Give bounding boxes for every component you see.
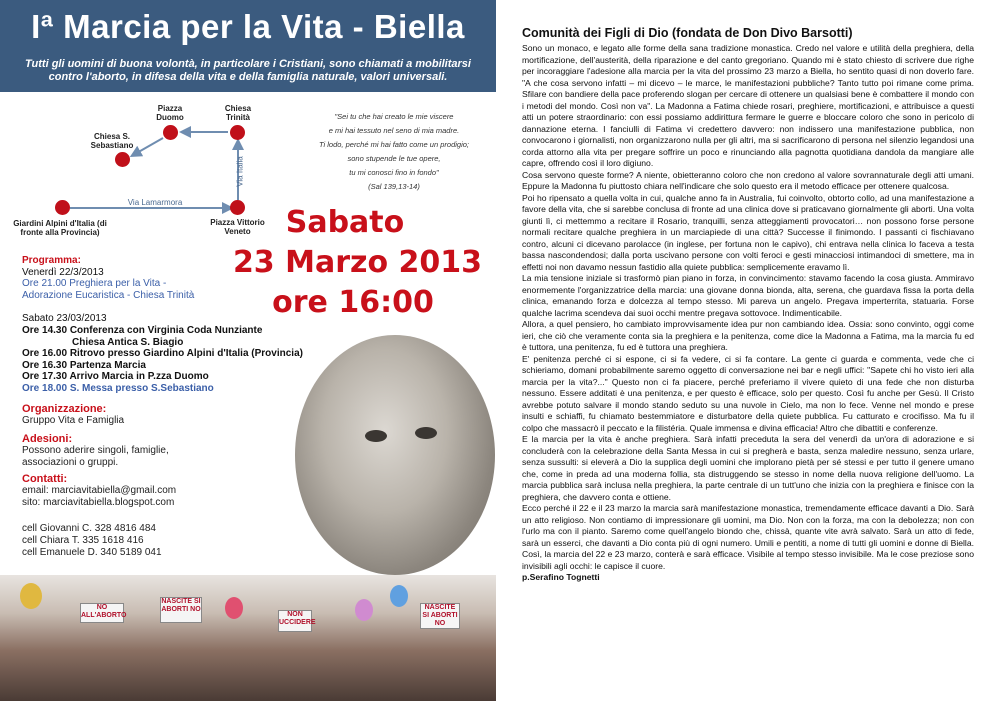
adesioni-text: Possono aderire singoli, famiglie, associazioni o gruppi. <box>22 445 169 468</box>
contatti-tel: cell Emanuele D. 340 5189 041 <box>22 547 162 558</box>
label-piazza-duomo: Piazza Duomo <box>156 104 184 122</box>
label-chiesa-sebastiano: Chiesa S. Sebastiano <box>90 132 134 150</box>
contatti-tel: cell Chiara T. 335 1618 416 <box>22 535 144 546</box>
event-day: Sabato <box>285 205 405 240</box>
protest-sign: NASCITE SI ABORTI NO <box>160 597 202 623</box>
header-banner <box>0 0 496 92</box>
programma-section <box>22 255 322 395</box>
stop-piazza-vittorio <box>230 200 245 215</box>
adesioni-section <box>22 433 222 469</box>
article-paragraph: Ecco perché il 22 e il 23 marzo la marcia sarà manifestazione monastica, tremendamente efficace davanti a Dio. Sarà un atto religioso. Non contiamo di impressionare gli uomini, ma Dio. Non con la forza, ma con la debolezza; non con l'urlo ma con il pianto. Saremo come quell'angelo biondo che, chissà, quante vite avrà salvato. Sarà un atto di fede, sarà un esserci, che davanti a Dio conta più di ogni numero. Umili e pentiti, a nome di tutti gli uomini e donne di Biella. Così, la marcia del 22 e 23 marzo, conterà e sarà efficace. Visibile al tempo stesso invisibile. Ma le cose preziose sono invisibili agli occhi: le capisce il cuore. <box>522 503 974 571</box>
adesioni-heading: Adesioni: <box>22 433 73 445</box>
protest-sign: NON UCCIDERE <box>278 610 312 632</box>
label-via-italia: Via Italia <box>235 156 245 187</box>
quote-line: tu mi conosci fino in fondo" <box>349 168 439 177</box>
programma-sat-5: Ore 18.00 S. Messa presso S.Sebastiano <box>22 382 214 394</box>
article-paragraph: E la marcia per la vita è anche preghiera. Sarà infatti preceduta la sera del venerdì da un'ora di adorazione e si concluderà con la celebrazione della Santa Messa in cui si pregherà e basta, senza maledire nessuno, senza urlare, senza sussulti: si eleverà a Dio la supplica degli uomini che implorano pietà per sé stessi e per tutto il genere umano che, come in preda ad una moderna follia, sta distruggendo se stesso in nome della nuova religione dell'uomo. La marcia pubblica sarà inclusa nella preghiera, la parte centrale di un tutt'uno che inizia con la preghiera e finisce con la preghiera, che davvero conta e ottiene. <box>522 434 974 502</box>
article-paragraph: Allora, a quel pensiero, ho cambiato improvvisamente idea pur non cambiando idea. Ossia: sono convinto, oggi come ieri, che ciò che veramente conta sia la preghiera e la penitenza, come dice la Madonna a Fatima, ma la marcia fu ed è tuttora, una penitenza, fu ed è tuttora una preghiera. <box>522 319 974 352</box>
label-giardini: Giardini Alpini d'Italia (di fronte alla Provincia) <box>13 219 107 237</box>
balloon <box>390 585 408 607</box>
quote-line: e mi hai tessuto nel seno di mia madre. <box>328 126 460 135</box>
organizzazione-section <box>22 403 242 427</box>
programma-sat-1b: Chiesa Antica S. Biagio <box>72 336 184 348</box>
stop-piazza-duomo <box>163 125 178 140</box>
article-title: Comunità dei Figli di Dio (fondata de Don Divo Barsotti) <box>522 26 853 40</box>
balloon <box>355 599 373 621</box>
label-via-lamarmora: Via Lamarmora <box>127 198 183 207</box>
programma-heading: Programma: <box>22 255 81 266</box>
label-chiesa-trinita: Chiesa Trinità <box>224 104 252 122</box>
article-paragraph: La mia tensione iniziale si trasformò pian piano in forza, in convincimento: stavamo facendo la cosa giusta. Ammiravo enormemente l'organizzatrice della marcia: una giovane donna bionda, alta, serena, che guardava fissa la porta della clinica, emanando forza e dolcezza al tempo stesso. Mi pareva un angelo. Pregava imperterrita, statuaria. Forse qualche lacrima scendeva dai suoi occhi mentre pregava sottovoce. Indimenticabile. <box>522 273 974 318</box>
stop-chiesa-trinita <box>230 125 245 140</box>
protest-sign: NASCITE SI ABORTI NO <box>420 603 460 629</box>
quote-line: "Sei tu che hai creato le mie viscere <box>334 112 454 121</box>
event-time: ore 16:00 <box>272 285 434 320</box>
article-paragraph: Cosa servono queste forme? A niente, obietteranno coloro che non credono al valore sovrannaturale degli atti umani. Eppure la Madonna fu piuttosto chiara nell'indicare che solo questo era il metodo efficace per ottenere qualcosa. <box>522 169 974 191</box>
balloon <box>20 583 42 609</box>
article-signature: p.Serafino Tognetti <box>522 572 600 582</box>
baby-eye <box>365 430 387 442</box>
article-paragraph: Sono un monaco, e legato alle forme della sana tradizione monastica. Credo nel valore e utilità della preghiera, della mortificazione, dell'austerità, della riparazione e del canto gregoriano. Quando mi è stato chiesto di scrivere due righe per incoraggiare l'adesione alla marcia per la vita del prossimo 23 marzo a Biella, ho sentito quasi di non doverlo fare. "A che cosa servono infatti – mi dicevo – le marce, le manifestazioni pubbliche? Tanto tutto poi rimane come prima. Sfilare con bandiere della pace proferendo slogan per cercare di ottenere un qualsiasi bene è combattere il mondo con i metodi del mondo. Così non va". La Madonna a Fatima chiede rosari, preghiere, mortificazioni, e attribuisce a questi atti un potere straordinario: con essi possiamo addirittura fermare le guerre e bloccare coloro che sono in pericolo di dannazione eterna. I fanciulli di Fatima vi credettero davvero: non indissero una manifestazione pubblica, non convocarono i giornalisti, non organizzarono nulla per gli altri, ma si sacrificarono di persona nel silenzio legandosi una corda attorno alla vita per pregare soffrire un poco e rinunciando alla pagnotta quotidiana dandola da mangiare alle capre, offrendo così il loro digiuno. <box>522 43 974 168</box>
article <box>522 26 974 584</box>
label-piazza-vittorio: Piazza Vittorio Veneto <box>210 218 265 236</box>
event-date: 23 Marzo 2013 <box>232 245 483 280</box>
contatti-email: email: marciavitabiella@gmail.com <box>22 485 177 496</box>
page-subtitle: Tutti gli uomini di buona volontà, in particolare i Cristiani, sono chiamati a mobilitarsi contro l'aborto, in difesa della vita e della famiglia naturale, valori universali. <box>25 58 471 83</box>
quote-line: sono stupende le tue opere, <box>347 154 441 163</box>
contatti-site: sito: marciavitabiella.blogspot.com <box>22 497 175 508</box>
organizzazione-text: Gruppo Vita e Famiglia <box>22 415 125 426</box>
quote-line: Ti lodo, perché mi hai fatto come un prodigio; <box>318 140 469 149</box>
programma-sat-4: Ore 17.30 Arrivo Marcia in P.zza Duomo <box>22 371 209 383</box>
march-crowd-photo <box>0 575 496 701</box>
programma-fri-2: Adorazione Eucaristica - Chiesa Trinità <box>22 289 195 301</box>
quote-reference: (Sal 139,13-14) <box>368 182 420 191</box>
article-paragraph: E' penitenza perché ci si espone, ci si fa vedere, ci si fa contare. La gente ci guarda e commenta, vede che ci schieriamo, domani probabilmente saremo oggetto di conversazione nei bar e negli uffici: "Sapete chi ho visto ieri alla marcia per la vita?..." Questo non ci fa piacere, perché preferiamo il vivere quieto di una fede che non disturba nessuno. Essere additati è una penitenza, e per questo è efficace, solo per questo. Così fu anche per Gesù. Il Cristo avrebbe potuto salvare il mondo stando seduto su una nuvole in Cielo, ma non lo fece. Venne nel mondo e prese insulti e schiaffi, fu chiamato bestemmiatore e disturbatore della quiete pubblica. Fu catturato e crocifisso. Ma fu il colpo che massacrò il peccato e la filistéria. Quale immensa e divina efficacia! Altro che dibattiti e conferenze. <box>522 353 974 433</box>
organizzazione-heading: Organizzazione: <box>22 403 107 415</box>
programma-sat-2: Ore 16.00 Ritrovo presso Giardino Alpini d'Italia (Provincia) <box>22 348 303 360</box>
programma-sat-label: Sabato 23/03/2013 <box>22 313 107 325</box>
page-title: Iª Marcia per la Vita - Biella <box>31 8 465 45</box>
psalm-quote <box>300 110 488 194</box>
baby-eye <box>415 427 437 439</box>
stop-giardini <box>55 200 70 215</box>
balloon <box>225 597 243 619</box>
programma-sat-1: Ore 14.30 Conferenza con Virginia Coda Nunziante <box>22 324 263 336</box>
programma-fri-label: Venerdì 22/3/2013 <box>22 266 104 278</box>
contatti-section <box>22 473 282 559</box>
contatti-heading: Contatti: <box>22 473 68 485</box>
article-paragraph: Poi ho ripensato a quella volta in cui, qualche anno fa in Australia, fui coinvolto, obtorto collo, ad una manifestazione a favore della vita, che si sarebbe conclusa di fronte ad una clinica dove si praticavano giornalmente gli aborti. Una volta giunti lì, ci mettemmo a recitare il Rosario, tranquilli, senza atteggiamenti provocatori… non possono forse persone normali recitare qualche preghiera in un marciapiede di una città? Successe il finimondo. I passanti ci fischiavano contro, alcuni ci dicevano parolacce (in inglese, per fortuna non le capivo), chi entrava nella clinica lo faceva a testa bassa nascondendosi; dalla porta uscivano persone con volti feroci e gesti minacciosi intimandoci di smettere, ma in effetti noi non davamo nessun fastidio alla quiete pubblica: semplicemente eravamo lì. <box>522 192 974 272</box>
contatti-tel: cell Giovanni C. 328 4816 484 <box>22 523 156 534</box>
protest-sign: NO ALL'ABORTO <box>80 603 124 623</box>
programma-sat-3: Ore 16.30 Partenza Marcia <box>22 359 146 371</box>
programma-fri-1: Ore 21.00 Preghiera per la Vita - <box>22 278 167 290</box>
baby-photo <box>295 335 495 575</box>
stop-chiesa-sebastiano <box>115 152 130 167</box>
